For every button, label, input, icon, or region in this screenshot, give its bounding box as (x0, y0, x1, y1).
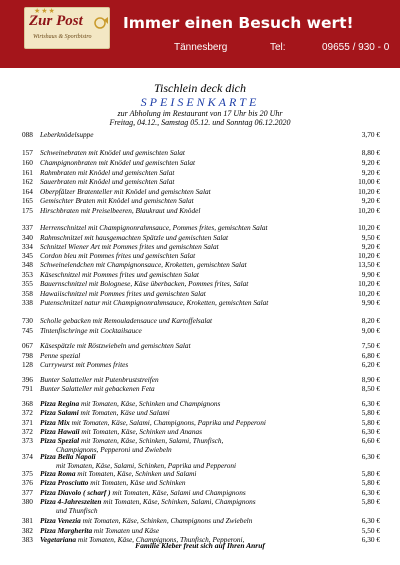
item-number: 376 (22, 478, 33, 487)
item-description (40, 359, 128, 370)
phone-number: 09655 / 930 - 0 (322, 42, 390, 53)
pickup-hours: zur Abholung im Restaurant von 17 Uhr bis 20 Uhr (117, 109, 283, 118)
item-number: 377 (22, 488, 33, 497)
item-number: 348 (22, 260, 33, 269)
item-number: 175 (22, 206, 33, 215)
item-number: 334 (22, 242, 33, 251)
item-name: Currywurst mit Pommes frites (40, 360, 129, 369)
post-horn-icon (93, 15, 109, 31)
item-price: 8,80 € (361, 148, 380, 157)
item-name: Tintenfischringe mit Cocktailsauce (40, 326, 142, 335)
item-name: Pizza Venezia (40, 516, 81, 525)
item-name: Pizza Hawaii (40, 427, 80, 436)
item-name: Putenschnitzel natur mit Champignonrahmsauce, Kroketten, gemischten Salat (40, 298, 269, 307)
item-name: Pizza 4-Jahreszeiten (40, 497, 102, 506)
item-number: 373 (22, 436, 33, 445)
item-number: 355 (22, 279, 33, 288)
menu-title: SPEISENKARTE (140, 95, 260, 109)
item-number: 165 (22, 196, 33, 205)
item-number: 353 (22, 270, 33, 279)
item-number: 396 (22, 375, 33, 384)
item-name: Pizza Mix (40, 418, 70, 427)
item-number: 337 (22, 223, 33, 232)
item-name: Schweinelendchen mit Champignonsauce, Kroketten, gemischten Salat (40, 260, 247, 269)
item-ingredients: mit Tomaten, Käse, Salami, Champignons, Paprika und Pepperoni (69, 418, 266, 427)
item-ingredients: mit Tomaten, Käse und Salami (78, 408, 170, 417)
item-price: 6,30 € (361, 516, 380, 525)
item-description (40, 129, 94, 140)
item-number: 371 (22, 418, 33, 427)
item-price: 9,90 € (361, 270, 380, 279)
menu-heading: Tischlein deck dich (154, 81, 246, 95)
item-number: 383 (22, 535, 33, 544)
item-name: Hirschbraten mit Preiselbeeren, Blaukraut und Knödel (40, 206, 201, 215)
item-number: 375 (22, 469, 33, 478)
item-name: Pizza Margherita (40, 526, 93, 535)
item-price: 8,90 € (361, 375, 380, 384)
item-price: 8,20 € (361, 316, 380, 325)
item-name: Pizza Regina (40, 399, 80, 408)
item-name: Pizza Spezial (40, 436, 80, 445)
item-number: 164 (22, 187, 33, 196)
item-price: 5,80 € (361, 478, 380, 487)
item-ingredients: mit Röstzwiebeln und gemischten Salat (74, 341, 191, 350)
item-price: 7,50 € (361, 341, 380, 350)
item-name: Oberpfälzer Bratenteller mit Knödel und gemischten Salat (40, 187, 211, 196)
item-number: 128 (22, 360, 33, 369)
item-ingredients: mit Tomaten, Käse, Schinken, Champignons und Zwiebeln (80, 516, 253, 525)
item-ingredients: mit Tomaten, Käse, Schinken, Salami, Champignons (101, 497, 256, 506)
item-price: 9,90 € (361, 298, 380, 307)
item-price: 3,70 € (361, 130, 380, 139)
item-price: 9,20 € (361, 168, 380, 177)
item-name: Pizza Prosciutto (40, 478, 89, 487)
item-number: 798 (22, 351, 33, 360)
menu-item (22, 325, 382, 336)
item-name: Leberknödelsuppe (40, 130, 94, 139)
town: Tännesberg (174, 42, 228, 53)
item-price: 9,20 € (361, 196, 380, 205)
item-price: 9,20 € (361, 158, 380, 167)
header-banner (0, 0, 400, 68)
item-name: Bunter Salatteller mit gebackenen Feta (40, 384, 155, 393)
item-ingredients: mit Tomaten und Käse (92, 526, 160, 535)
item-number: 380 (22, 497, 33, 506)
item-price: 6,30 € (361, 399, 380, 408)
item-number: 345 (22, 251, 33, 260)
item-price: 5,80 € (361, 469, 380, 478)
item-number: 340 (22, 233, 33, 242)
item-price: 5,50 € (361, 526, 380, 535)
item-name: Scholle gebacken mit Remouladensauce und Kartoffelsalat (40, 316, 213, 325)
item-name: Cordon bleu mit Pommes frites und gemischten Salat (40, 251, 196, 260)
item-number: 372 (22, 427, 33, 436)
item-price: 8,50 € (361, 384, 380, 393)
logo-subtitle: Wirtshaus & Sportbistro (33, 34, 92, 40)
item-number: 374 (22, 452, 33, 461)
item-price: 10,20 € (358, 289, 380, 298)
item-name: Käseschnitzel mit Pommes frites und gemischten Salat (40, 270, 199, 279)
item-number: 381 (22, 516, 33, 525)
item-name: Schnitzel Wiener Art mit Pommes frites und gemischten Salat (40, 242, 219, 251)
item-price: 10,20 € (358, 206, 380, 215)
item-ingredients-continued: Champignons, Pepperoni und Zwiebeln (56, 445, 172, 454)
item-name: Pizza Diavolo ( scharf ) (40, 488, 111, 497)
item-price: 5,80 € (361, 497, 380, 506)
item-name: Bauernschnitzel mit Bolognese, Käse überbacken, Pommes frites, Salat (40, 279, 249, 288)
item-name: Sauerbraten mit Knödel und gemischten Salat (40, 177, 175, 186)
item-price: 10,20 € (358, 279, 380, 288)
item-ingredients-continued: mit Tomaten, Käse, Salami, Schinken, Paprika und Pepperoni (56, 461, 237, 470)
item-name: Bunter Salatteller mit Putenbruststreifen (40, 375, 159, 384)
item-number: 067 (22, 341, 33, 350)
item-name: Herrenschnitzel mit Champignonrahmsauce, Pommes frites, gemischten Salat (40, 223, 268, 232)
item-description (40, 325, 142, 336)
item-price: 5,80 € (361, 418, 380, 427)
item-name: Schweinebraten mit Knödel und gemischten Salat (40, 148, 185, 157)
item-price: 10,20 € (358, 187, 380, 196)
pickup-dates: Freitag, 04.12., Samstag 05.12. und Sonntag 06.12.2020 (109, 118, 291, 127)
menu-item (22, 359, 382, 370)
item-number: 791 (22, 384, 33, 393)
item-price: 9,20 € (361, 242, 380, 251)
item-price: 9,00 € (361, 326, 380, 335)
item-number: 730 (22, 316, 33, 325)
item-number: 160 (22, 158, 33, 167)
item-price: 5,80 € (361, 408, 380, 417)
item-name: Pizza Roma (40, 469, 76, 478)
item-number: 162 (22, 177, 33, 186)
item-ingredients-continued: und Thunfisch (56, 506, 98, 515)
item-price: 13,50 € (358, 260, 380, 269)
item-name: Hawaiischnitzel mit Pommes frites und gemischten Salat (40, 289, 206, 298)
item-number: 368 (22, 399, 33, 408)
item-name: Pizza Salami (40, 408, 79, 417)
menu-item (22, 383, 382, 394)
item-number: 745 (22, 326, 33, 335)
item-ingredients: mit Tomaten, Käse, Schinken und Champignons (79, 399, 221, 408)
item-price: 10,20 € (358, 251, 380, 260)
item-ingredients: mit Tomaten, Käse und Schinken (88, 478, 186, 487)
item-name: Vegetariana (40, 535, 77, 544)
menu-item (22, 297, 382, 308)
item-price: 10,20 € (358, 223, 380, 232)
logo (24, 7, 110, 49)
item-name: Pizza Bella Napoli (40, 452, 96, 461)
item-price: 9,50 € (361, 233, 380, 242)
item-name: Rahmschnitzel mit hausgemachten Spätzle und gemischten Salat (40, 233, 229, 242)
item-ingredients: mit Tomaten, Käse, Salami und Champignons (110, 488, 246, 497)
item-number: 157 (22, 148, 33, 157)
menu-item (22, 129, 382, 140)
item-number: 161 (22, 168, 33, 177)
item-price: 6,30 € (361, 427, 380, 436)
item-number: 372 (22, 408, 33, 417)
item-ingredients: mit Tomaten, Käse, Schinken, Salami, Thunfisch, (79, 436, 224, 445)
item-name: Penne spezial (40, 351, 81, 360)
item-number: 358 (22, 289, 33, 298)
tel-label: Tel: (270, 42, 286, 53)
item-price: 6,30 € (361, 452, 380, 461)
item-name: Champignonbraten mit Knödel und gemischten Salat (40, 158, 196, 167)
item-ingredients: mit Tomaten, Käse, Schinken und Salami (75, 469, 197, 478)
stars-icon: ★★★ (34, 7, 56, 15)
item-price: 6,60 € (361, 436, 380, 445)
item-name: Käsespätzle (40, 341, 75, 350)
item-description (40, 297, 268, 308)
item-description (40, 205, 200, 216)
item-name: Rahmbraten mit Knödel und gemischten Salat (40, 168, 175, 177)
slogan: Immer einen Besuch wert! (123, 14, 354, 32)
item-number: 382 (22, 526, 33, 535)
item-ingredients: mit Tomaten, Käse, Champignons, Thunfisch, Pepperoni, (76, 535, 245, 544)
item-price: 6,30 € (361, 488, 380, 497)
item-number: 338 (22, 298, 33, 307)
menu-item (22, 205, 382, 216)
item-price: 6,80 € (361, 351, 380, 360)
item-description (40, 383, 155, 394)
item-price: 10,00 € (358, 177, 380, 186)
item-number: 088 (22, 130, 33, 139)
item-price: 6,30 € (361, 535, 380, 544)
footer-note: Familie Kleber freut sich auf Ihren Anruf (135, 541, 265, 550)
item-ingredients: mit Tomaten, Käse, Schinken und Ananas (79, 427, 202, 436)
logo-name: Zur Post (29, 13, 83, 29)
item-name: Gemischter Braten mit Knödel und gemischten Salat (40, 196, 194, 205)
item-price: 6,20 € (361, 360, 380, 369)
